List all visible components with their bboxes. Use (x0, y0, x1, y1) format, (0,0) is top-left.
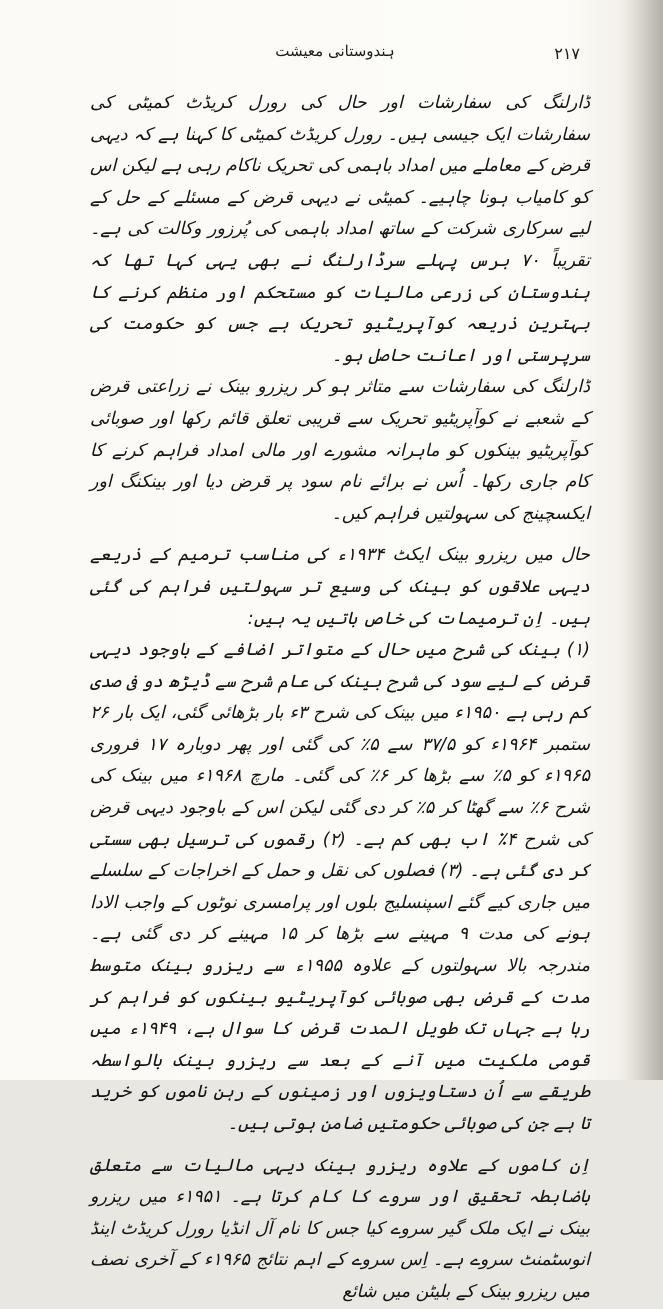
page-header (90, 42, 580, 70)
paragraph-research-survey: اِن کاموں کے علاوہ ریزرو بینک دیہی مالیات سے متعلق باضابطہ تحقیق اور سروے کا کام کرتا ہے۔ ۱۹۵۱ء میں ریزرو بینک نے ایک ملک گیر سروے کیا جس کا نام آل انڈیا رورل کریڈٹ اینڈ انوسٹمنٹ سروے ہے۔ اِس سروے کے اہم نتائج ۱۹۶۵ء کے آخری نصف میں ریزرو بینک کے بلیٹن میں شائع (90, 1155, 590, 1302)
page-body (90, 88, 590, 1309)
page-gutter-shadow (625, 0, 663, 1080)
paragraph-amendment-details: (۱) بینک کی شرح میں حال کے متواتر اضافے کے باوجود دیہی قرض کے لیے سود کی شرح بینک کی عام شرح سے ڈیڑھ دو فی صدی کم رہی ہے ۱۹۵۰ء میں بینک کی شرح ۳ء بار بڑھائی گئی، ایک بار ۲۶ ستمبر ۱۹۶۴ء کو ۳۷/۵ سے ۵٪ کی گئی اور پھر دوبارہ ۱۷ فروری ۱۹۶۵ء کو ۵٪ سے بڑھا کر ۶٪ کی گئی۔ مارچ ۱۹۶۸ء میں بینک کی شرح ۶٪ سے گھٹا کر ۵٪ کر دی گئی لیکن اس کے باوجود دیہی قرض کی شرح ۴٪ اب بھی کم ہے۔ (۲) رقموں کی ترسیل بھی سستی کر دی گئی ہے۔ (۳) فصلوں کی نقل و حمل کے اخراجات کے سلسلے میں جاری کیے گئے اسپنسلیج بلوں اور پرامسری نوٹوں کے واجب الادا ہونے کی مدت ۹ مہینے سے بڑھا کر ۱۵ مہینے کر دی گئی ہے۔ مندرجہ بالا سہولتوں کے علاوہ ۱۹۵۵ء سے ریزرو بینک متوسط مدت کے قرض بھی صوبائی کوآپریٹیو بینکوں کو فراہم کر رہا ہے جہاں تک طویل المدت قرض کا سوال ہے، ۱۹۴۹ء میں قومی ملکیت میں آنے کے بعد سے ریزرو بینک بالواسطہ طریقے سے اُن دستاویزوں اور زمینوں کے رہن ناموں کو خرید تا ہے جن کی صوبائی حکومتیں ضامن ہوتی ہیں۔ (90, 640, 591, 1134)
running-title: ہندوستانی معیشت (275, 42, 395, 60)
page-number: ۲۱۷ (554, 44, 580, 63)
paragraph-act-amendments: حال میں ریزرو بینک ایکٹ ۱۹۳۴ء کی مناسب ترمیم کے ذریعے دیہی علاقوں کو بینک کی وسیع تر سہولتیں فراہم کی گئی ہیں۔ اِن ترمیمات کی خاص باتیں یہ ہیں: (90, 545, 590, 629)
paragraph-reserve-bank-cooperative: ڈارلنگ کی سفارشات سے متاثر ہو کر ریزرو بینک نے زراعتی قرض کے شعبے نے کوآپریٹیو تحریک سے قریبی تعلق قائم رکھا اور صوبائی کوآپریٹیو بینکوں کو ماہرانہ مشورے اور مالی امداد فراہم کرنے کا کام جاری رکھا۔ اُس نے برائے نام سود پر قرض دیا اور بینکنگ اور ایکسچینج کی سہولتیں فراہم کیں۔ (90, 377, 590, 524)
paragraph-darling-recommendations: ڈارلنگ کی سفارشات اور حال کی رورل کریڈٹ کمیٹی کی سفارشات ایک جیسی ہیں۔ رورل کریڈٹ کمیٹی کا کہنا ہے کہ دیہی قرض کے معاملے میں امداد باہمی کی تحریک ناکام رہی ہے لیکن اس کو کامیاب ہونا چاہیے۔ کمیٹی نے دیہی قرض کے مسئلے کے حل کے لیے سرکاری شرکت کے ساتھ امداد باہمی کی پُرزور وکالت کی ہے۔ تقریباً ۷۰ برس پہلے سرڈارلنگ نے بھی یہی کہا تھا کہ ہندوستان کی زرعی مالیات کو مستحکم اور منظم کرنے کا بہترین ذریعہ کوآپریٹیو تحریک ہے جس کو حکومت کی سرپرستی اور اعانت حاصل ہو۔ (90, 93, 590, 366)
